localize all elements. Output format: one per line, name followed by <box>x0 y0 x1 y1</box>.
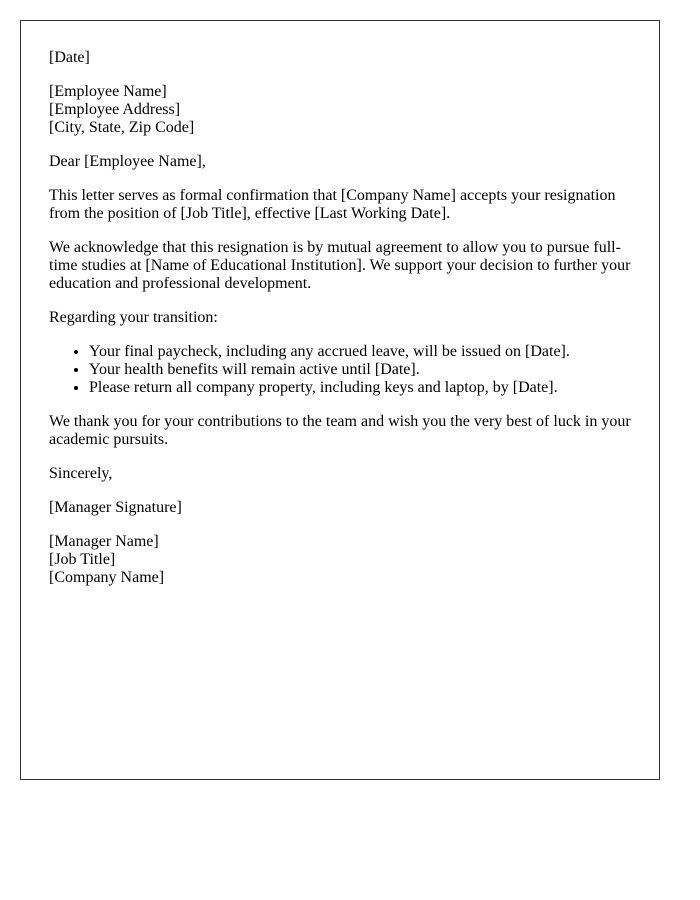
closing-paragraph: We thank you for your contributions to the team and wish you the very best of luck in your academic pursuits. <box>49 413 631 448</box>
signature: [Manager Signature] <box>49 499 182 516</box>
recipient-name: [Employee Name] <box>49 83 167 100</box>
sender-block <box>49 533 631 587</box>
sender-name: [Manager Name] <box>49 533 159 550</box>
recipient-address-block <box>49 83 631 137</box>
transition-list <box>49 343 631 397</box>
letter-date <box>49 49 631 67</box>
sender-title: [Job Title] <box>49 551 116 568</box>
sender-company: [Company Name] <box>49 569 165 586</box>
recipient-address: [Employee Address] <box>49 101 181 118</box>
recipient-city-state-zip: [City, State, Zip Code] <box>49 119 195 136</box>
paragraph-transition-intro: Regarding your transition: <box>49 309 218 326</box>
paragraph-acknowledgement: We acknowledge that this resignation is by mutual agreement to allow you to pursue full-time studies at [Name of Educational Institution]. We support your decision to further your education and professional development. <box>49 239 631 292</box>
letter-page <box>20 20 660 780</box>
salutation: Dear [Employee Name], <box>49 153 206 170</box>
date-line: [Date] <box>49 49 90 66</box>
list-item: • Your health benefits will remain active until [Date]. <box>89 361 631 379</box>
closing: Sincerely, <box>49 465 113 482</box>
list-item: • Please return all company property, including keys and laptop, by [Date]. <box>89 379 631 397</box>
paragraph-confirmation: This letter serves as formal confirmation that [Company Name] accepts your resignation from the position of [Job Title], effective [Last Working Date]. <box>49 187 616 222</box>
list-item: • Your final paycheck, including any accrued leave, will be issued on [Date]. <box>89 343 631 361</box>
